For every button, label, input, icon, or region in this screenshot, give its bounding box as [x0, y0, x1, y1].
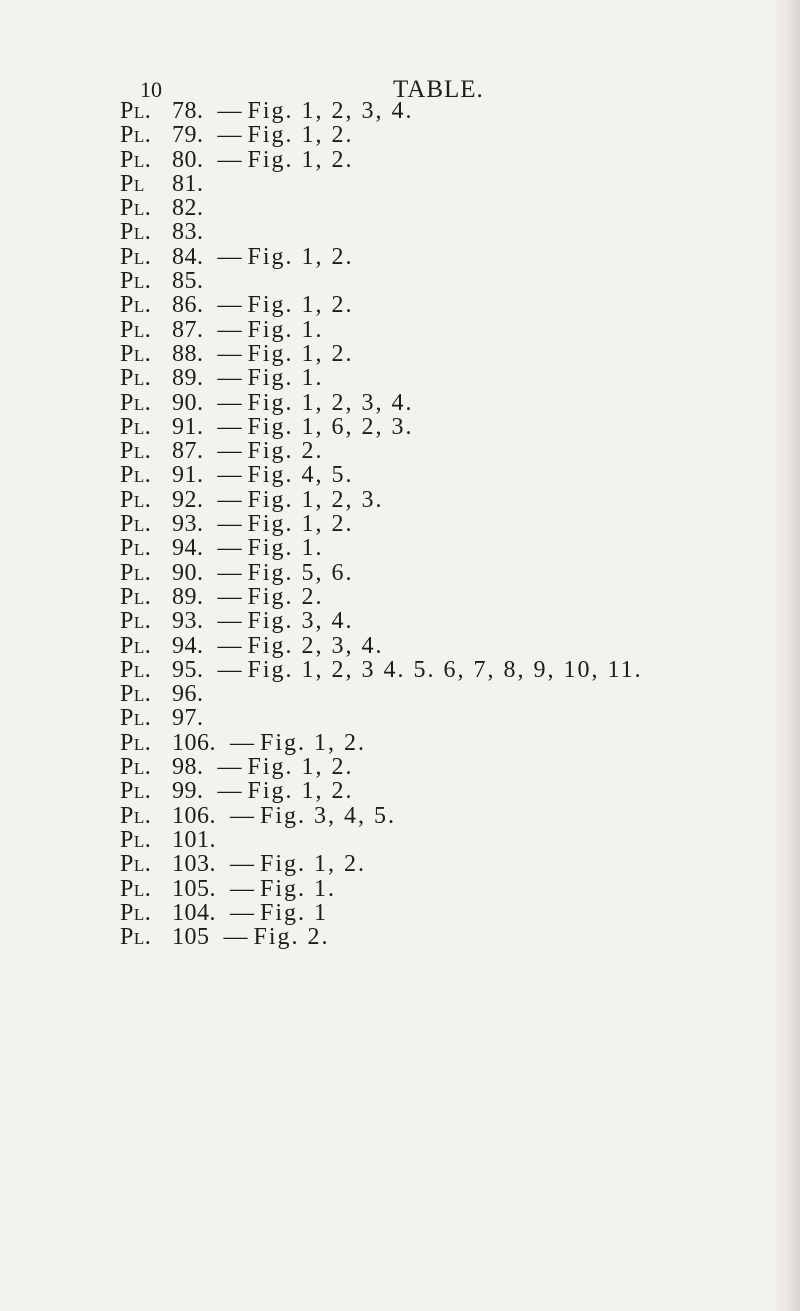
table-entry	[120, 609, 643, 633]
figure-list: Fig. 1, 2.	[247, 292, 354, 319]
figure-list: Fig. 1, 2.	[247, 243, 354, 270]
dash-separator: —	[217, 413, 242, 440]
figure-list: Fig. 1, 2, 3 4. 5. 6, 7, 8, 9, 10, 11.	[247, 656, 643, 683]
table-entry	[120, 706, 643, 730]
plate-label: Pl	[120, 170, 145, 197]
page-edge-shadow	[772, 0, 800, 1311]
plate-label: Pl.	[120, 219, 152, 246]
plate-label: Pl.	[120, 462, 152, 489]
table-entry	[120, 245, 643, 269]
figure-list: Fig. 1, 2, 3, 4.	[247, 389, 414, 416]
plate-number: 87.	[172, 438, 204, 465]
plate-number: 85.	[172, 268, 204, 295]
plate-label: Pl.	[120, 608, 152, 635]
plate-label: Pl.	[120, 340, 152, 367]
dash-separator: —	[217, 98, 242, 124]
dash-separator: —	[217, 365, 242, 392]
dash-separator: —	[217, 559, 242, 586]
figure-list: Fig. 4, 5.	[247, 462, 354, 489]
plate-label: Pl.	[120, 486, 152, 513]
dash-separator: —	[223, 924, 248, 951]
dash-separator: —	[217, 122, 242, 149]
plate-number: 94.	[172, 535, 204, 562]
dash-separator: —	[217, 583, 242, 610]
dash-separator: —	[217, 632, 242, 659]
dash-separator: —	[217, 340, 242, 367]
plate-number: 93.	[172, 511, 204, 538]
dash-separator: —	[230, 875, 254, 902]
plate-label: Pl.	[120, 413, 152, 440]
plate-number: 101.	[172, 826, 216, 853]
dash-separator: —	[230, 851, 254, 878]
plate-label: Pl.	[120, 583, 152, 610]
table-entry	[120, 172, 643, 196]
plate-number: 89.	[172, 365, 204, 392]
plate-label: Pl.	[120, 851, 152, 878]
plate-label: Pl.	[120, 389, 152, 416]
table-entry	[120, 318, 643, 342]
plate-number: 94.	[172, 632, 204, 659]
table-entry	[120, 366, 643, 390]
dash-separator: —	[217, 243, 242, 270]
plate-number: 106.	[172, 729, 216, 756]
plate-label: Pl.	[120, 146, 152, 173]
plate-number: 105	[172, 924, 210, 951]
figure-list: Fig. 5, 6.	[247, 559, 354, 586]
plate-label: Pl.	[120, 632, 152, 659]
figure-list: Fig. 1	[260, 899, 329, 926]
plate-number: 84.	[172, 243, 204, 270]
plate-label: Pl.	[120, 195, 152, 222]
plate-label: Pl.	[120, 778, 152, 805]
plate-number: 83.	[172, 219, 204, 246]
figure-list: Fig. 1, 2.	[247, 122, 354, 149]
dash-separator: —	[217, 511, 242, 538]
plate-label: Pl.	[120, 875, 152, 902]
dash-separator: —	[217, 608, 242, 635]
figure-list: Fig. 1, 2.	[247, 146, 354, 173]
plate-number: 80.	[172, 146, 204, 173]
figure-list: Fig. 2.	[253, 924, 330, 951]
table-entry	[120, 682, 643, 706]
figure-list: Fig. 1.	[247, 535, 324, 562]
dash-separator: —	[217, 656, 242, 683]
table-entry	[120, 804, 643, 828]
plate-number: 104.	[172, 899, 216, 926]
figure-list: Fig. 1, 2.	[260, 851, 367, 878]
plate-label: Pl.	[120, 729, 152, 756]
plate-number: 91.	[172, 413, 204, 440]
figure-list: Fig. 1.	[247, 316, 324, 343]
plate-label: Pl.	[120, 899, 152, 926]
figure-list: Fig. 2, 3, 4.	[247, 632, 384, 659]
plate-label: Pl.	[120, 365, 152, 392]
dash-separator: —	[230, 899, 254, 926]
table-entry	[120, 293, 643, 317]
table-entry	[120, 536, 643, 560]
plate-number: 97.	[172, 705, 204, 732]
plate-label: Pl.	[120, 681, 152, 708]
plate-number: 79.	[172, 122, 204, 149]
plate-number: 106.	[172, 802, 216, 829]
table-entry	[120, 561, 643, 585]
plate-number: 89.	[172, 583, 204, 610]
plate-label: Pl.	[120, 754, 152, 781]
table-entry	[120, 877, 643, 901]
running-title: TABLE.	[393, 76, 484, 103]
figure-list: Fig. 3, 4, 5.	[260, 802, 397, 829]
plate-number: 81.	[172, 170, 204, 197]
table-entry	[120, 439, 643, 463]
plate-number: 78.	[172, 98, 204, 124]
plate-number: 99.	[172, 778, 204, 805]
plate-label: Pl.	[120, 924, 152, 951]
table-entry	[120, 634, 643, 658]
dash-separator: —	[217, 486, 242, 513]
table-entry	[120, 901, 643, 925]
plate-number: 91.	[172, 462, 204, 489]
dash-separator: —	[217, 389, 242, 416]
plate-number: 98.	[172, 754, 204, 781]
plate-figure-table	[120, 99, 643, 949]
plate-label: Pl.	[120, 802, 152, 829]
plate-label: Pl.	[120, 826, 152, 853]
dash-separator: —	[217, 778, 242, 805]
dash-separator: —	[230, 729, 254, 756]
plate-number: 92.	[172, 486, 204, 513]
table-entry	[120, 463, 643, 487]
dash-separator: —	[217, 316, 242, 343]
table-entry	[120, 148, 643, 172]
plate-label: Pl.	[120, 98, 152, 124]
table-entry	[120, 731, 643, 755]
plate-number: 90.	[172, 389, 204, 416]
plate-number: 87.	[172, 316, 204, 343]
plate-label: Pl.	[120, 535, 152, 562]
dash-separator: —	[217, 754, 242, 781]
figure-list: Fig. 1, 2.	[247, 754, 354, 781]
table-entry	[120, 123, 643, 147]
dash-separator: —	[217, 535, 242, 562]
plate-label: Pl.	[120, 268, 152, 295]
dash-separator: —	[217, 438, 242, 465]
table-entry	[120, 415, 643, 439]
plate-label: Pl.	[120, 511, 152, 538]
table-entry	[120, 512, 643, 536]
figure-list: Fig. 1, 2, 3, 4.	[247, 98, 414, 124]
plate-label: Pl.	[120, 316, 152, 343]
plate-number: 105.	[172, 875, 216, 902]
table-entry	[120, 828, 643, 852]
figure-list: Fig. 2.	[247, 583, 324, 610]
plate-label: Pl.	[120, 656, 152, 683]
table-entry	[120, 852, 643, 876]
plate-number: 90.	[172, 559, 204, 586]
plate-number: 93.	[172, 608, 204, 635]
dash-separator: —	[230, 802, 254, 829]
table-entry	[120, 925, 643, 949]
figure-list: Fig. 1, 2.	[247, 511, 354, 538]
plate-number: 82.	[172, 195, 204, 222]
figure-list: Fig. 1.	[260, 875, 337, 902]
figure-list: Fig. 3, 4.	[247, 608, 354, 635]
table-entry	[120, 779, 643, 803]
table-entry	[120, 488, 643, 512]
plate-label: Pl.	[120, 559, 152, 586]
plate-label: Pl.	[120, 292, 152, 319]
figure-list: Fig. 2.	[247, 438, 324, 465]
plate-number: 86.	[172, 292, 204, 319]
table-entry	[120, 391, 643, 415]
figure-list: Fig. 1, 2.	[260, 729, 367, 756]
table-entry	[120, 658, 643, 682]
dash-separator: —	[217, 462, 242, 489]
figure-list: Fig. 1, 2, 3.	[247, 486, 384, 513]
dash-separator: —	[217, 146, 242, 173]
table-entry	[120, 99, 643, 123]
dash-separator: —	[217, 292, 242, 319]
figure-list: Fig. 1, 6, 2, 3.	[247, 413, 414, 440]
table-entry	[120, 755, 643, 779]
plate-number: 88.	[172, 340, 204, 367]
plate-label: Pl.	[120, 243, 152, 270]
plate-number: 95.	[172, 656, 204, 683]
table-entry	[120, 269, 643, 293]
table-entry	[120, 342, 643, 366]
figure-list: Fig. 1, 2.	[247, 778, 354, 805]
page-number: 10	[140, 77, 162, 102]
plate-label: Pl.	[120, 438, 152, 465]
figure-list: Fig. 1, 2.	[247, 340, 354, 367]
plate-label: Pl.	[120, 705, 152, 732]
table-entry	[120, 220, 643, 244]
table-entry	[120, 196, 643, 220]
plate-number: 103.	[172, 851, 216, 878]
plate-label: Pl.	[120, 122, 152, 149]
plate-number: 96.	[172, 681, 204, 708]
figure-list: Fig. 1.	[247, 365, 324, 392]
table-entry	[120, 585, 643, 609]
